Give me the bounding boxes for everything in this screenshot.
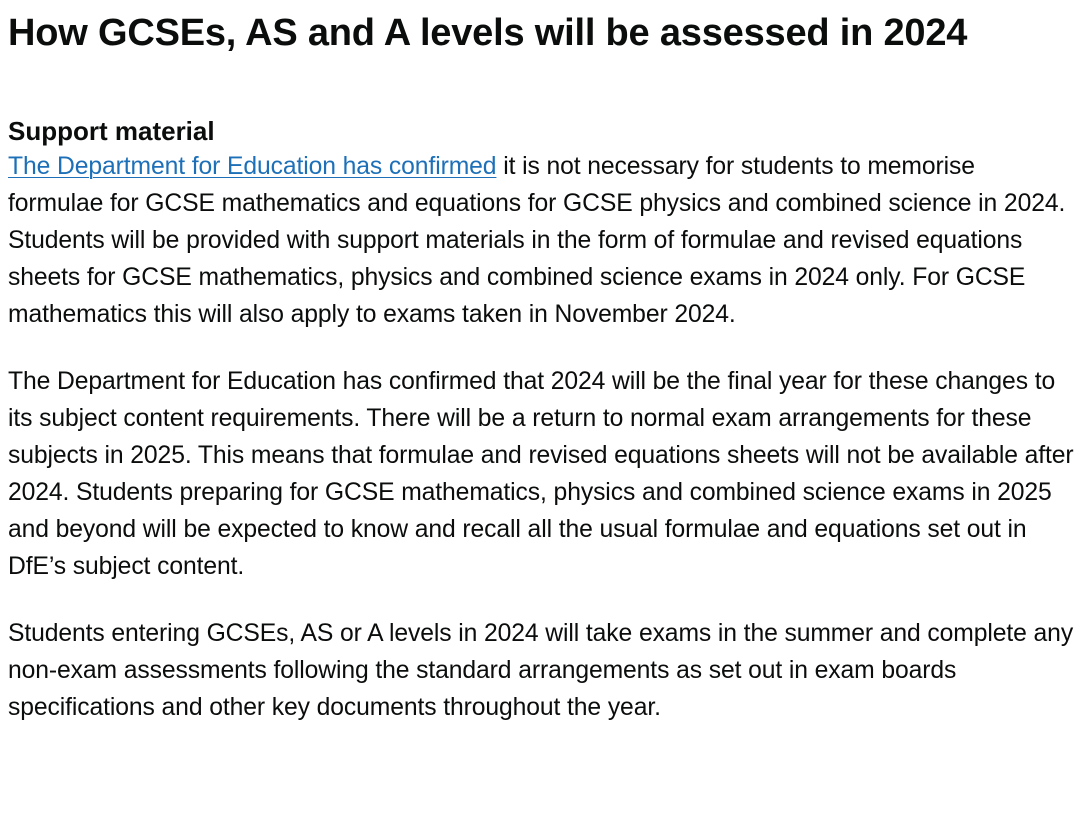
dfe-confirmed-link[interactable]: The Department for Education has confirmed: [8, 153, 497, 180]
paragraph-support-material: [8, 148, 1074, 333]
paragraph-students-entering: Students entering GCSEs, AS or A levels in 2024 will take exams in the summer and complete any non-exam assessments following the standard arrangements as set out in exam boards specifications and other key documents throughout the year.: [8, 620, 1074, 721]
section-heading: Support material: [8, 116, 215, 146]
paragraph-final-year: The Department for Education has confirmed that 2024 will be the final year for these changes to its subject content requirements. There will be a return to normal exam arrangements for these subjects in 2025. This means that formulae and revised equations sheets will not be available after 2024. Students preparing for GCSE mathematics, physics and combined science exams in 2025 and beyond will be expected to know and recall all the usual formulae and equations set out in DfE’s subject content.: [8, 368, 1074, 580]
paragraph-1-text: it is not necessary for students to memorise formulae for GCSE mathematics and equations for GCSE physics and combined science in 2024. Students will be provided with support materials in the form of formulae and revised equations sheets for GCSE mathematics, physics and combined science exams in 2024 only. For GCSE mathematics this will also apply to exams taken in November 2024.: [8, 153, 1066, 328]
page-title: How GCSEs, AS and A levels will be assessed in 2024: [8, 12, 968, 54]
article-content: [8, 0, 1074, 726]
